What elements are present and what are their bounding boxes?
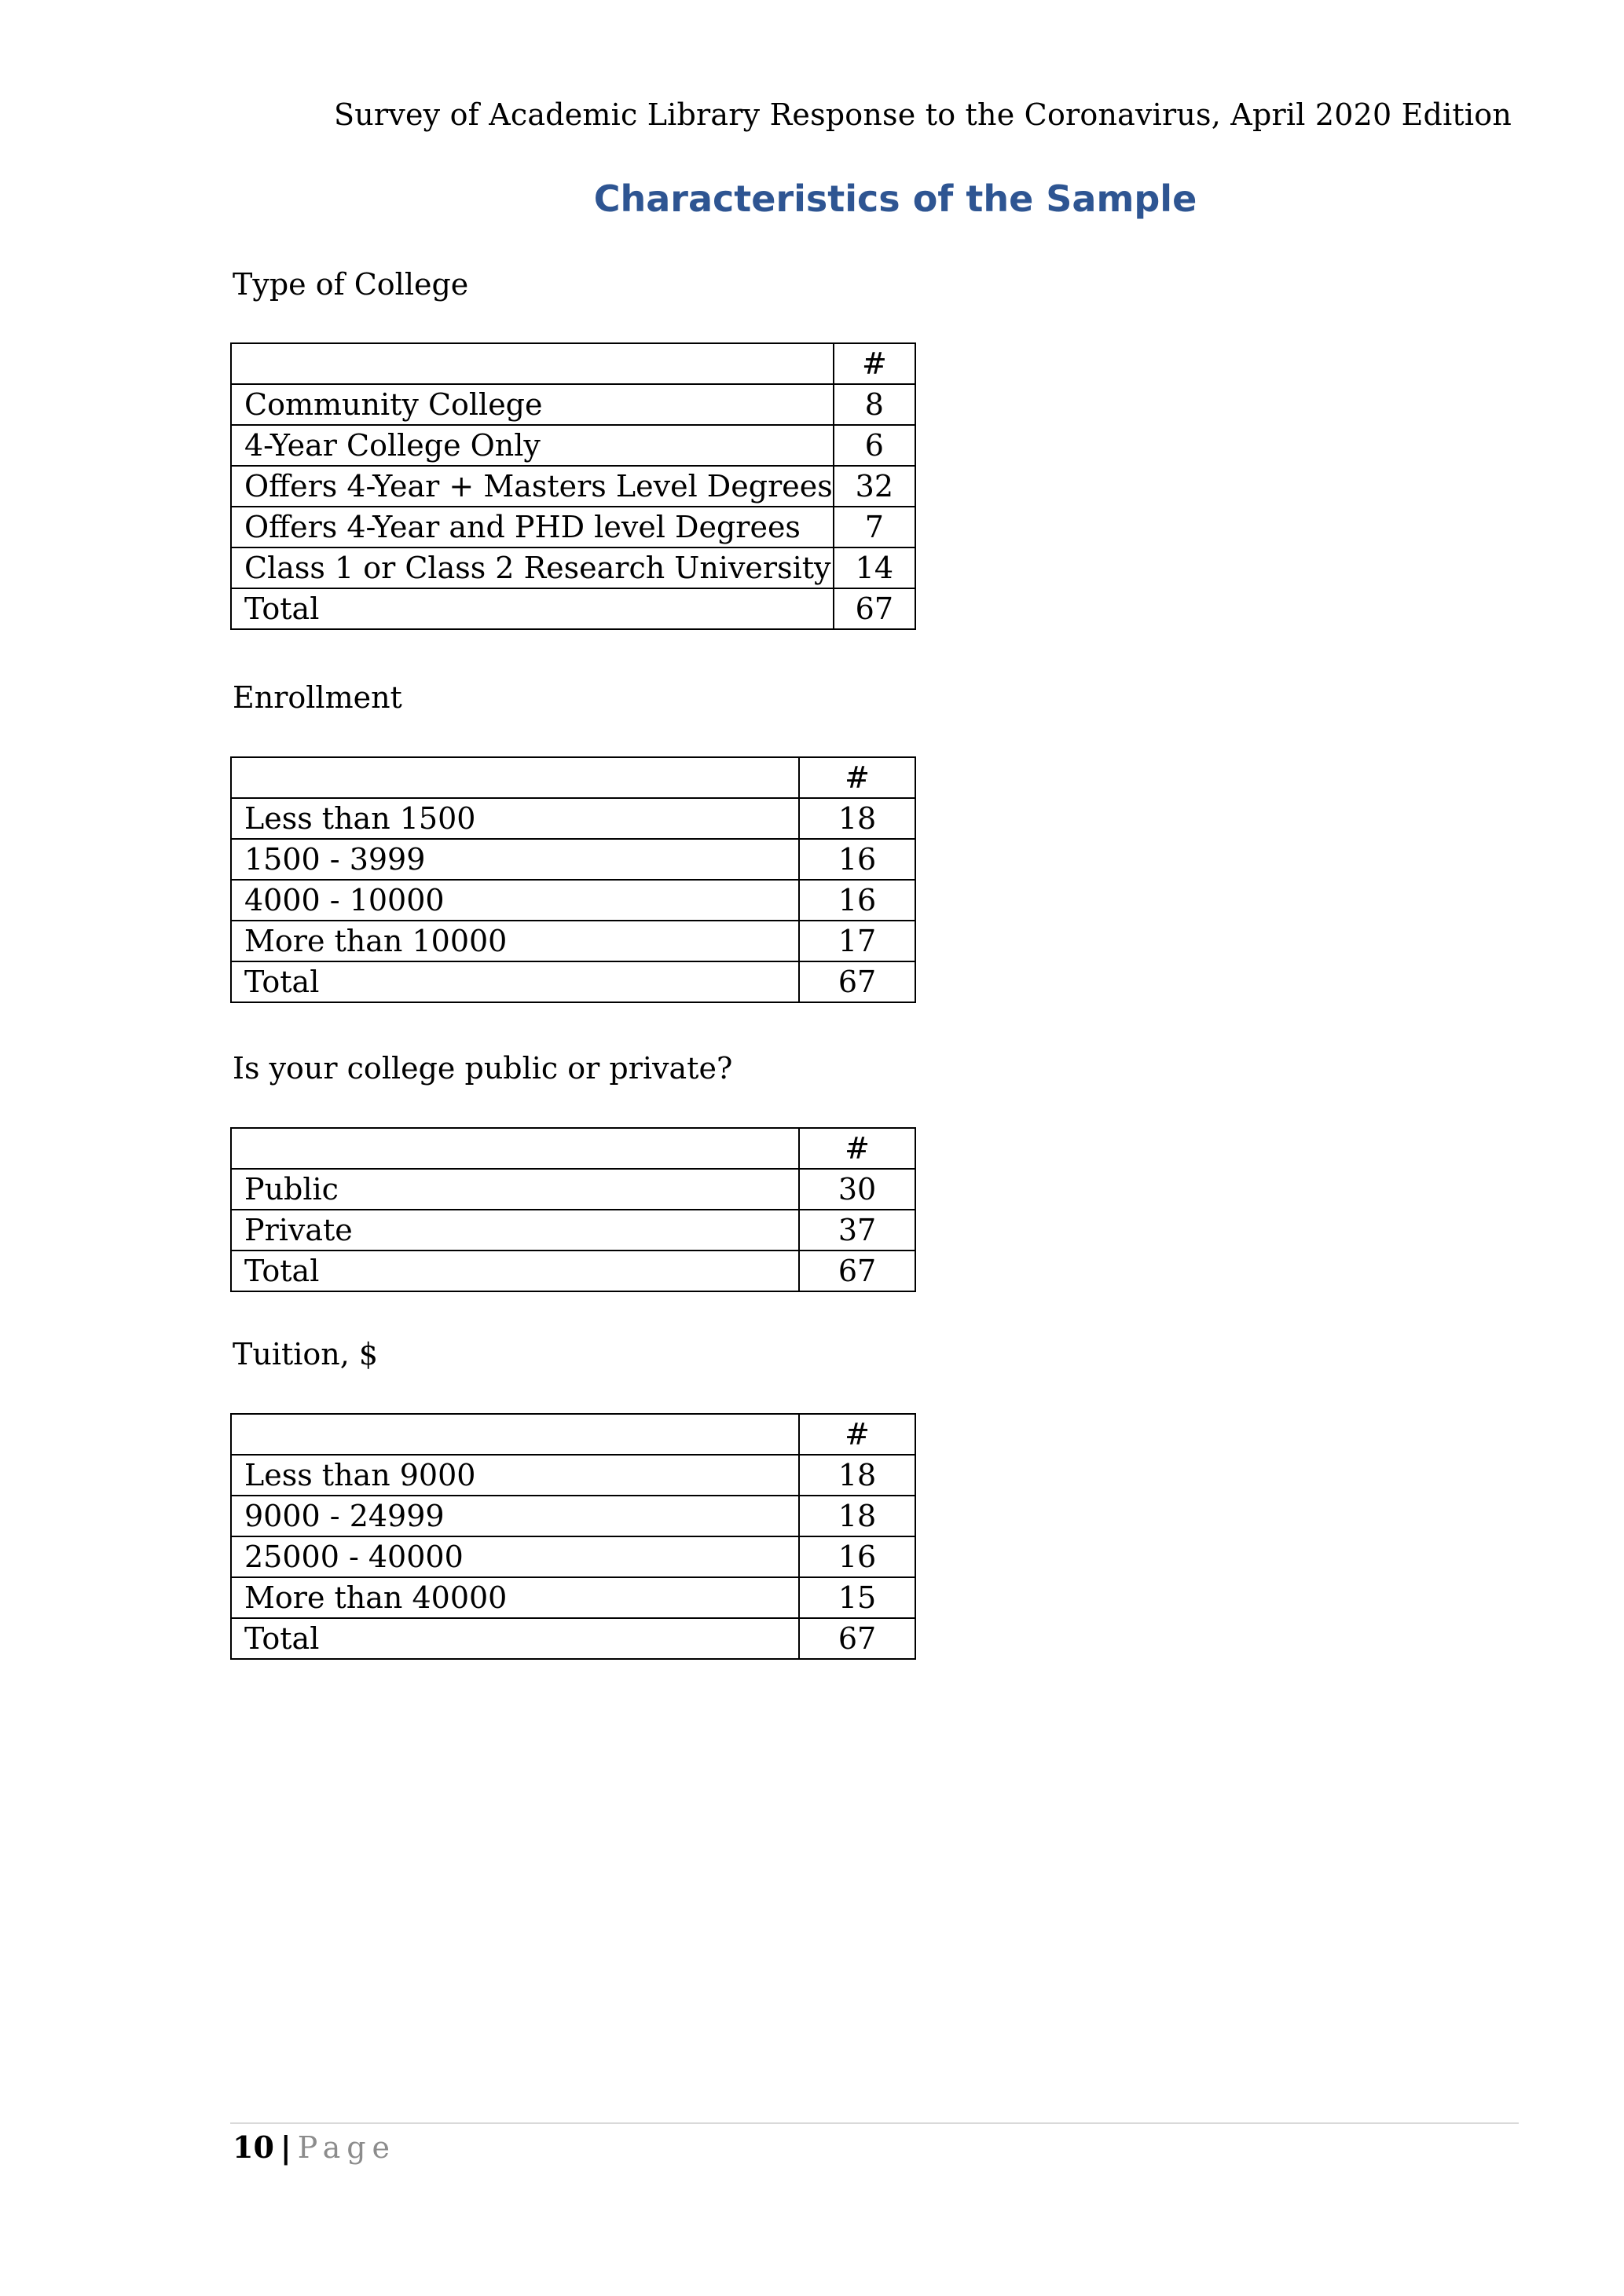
row-value: 18 xyxy=(799,1455,915,1496)
table-row xyxy=(231,1577,915,1618)
row-label: More than 40000 xyxy=(231,1577,799,1618)
table-row xyxy=(231,798,915,839)
table-total-row xyxy=(231,1251,915,1291)
row-value: 16 xyxy=(799,880,915,921)
row-label: Total xyxy=(231,961,799,1002)
row-label: Community College xyxy=(231,384,834,425)
public-private-table xyxy=(230,1127,916,1292)
row-label: Less than 9000 xyxy=(231,1455,799,1496)
enrollment-table xyxy=(230,756,916,1003)
type-of-college-table xyxy=(230,342,916,630)
row-value: 67 xyxy=(799,1618,915,1659)
row-value: 16 xyxy=(799,1536,915,1577)
row-value: 18 xyxy=(799,1496,915,1536)
header-label-cell xyxy=(231,343,834,384)
table-row xyxy=(231,425,915,466)
footer-separator: | xyxy=(280,2129,291,2165)
table-row xyxy=(231,1536,915,1577)
row-label: Less than 1500 xyxy=(231,798,799,839)
row-label: 25000 - 40000 xyxy=(231,1536,799,1577)
row-value: 67 xyxy=(799,961,915,1002)
table-row xyxy=(231,1496,915,1536)
row-label: Offers 4-Year + Masters Level Degrees xyxy=(231,466,834,507)
header-label-cell xyxy=(231,757,799,798)
row-value: 14 xyxy=(834,547,915,588)
row-label: 1500 - 3999 xyxy=(231,839,799,880)
row-value: 16 xyxy=(799,839,915,880)
row-label: Class 1 or Class 2 Research University xyxy=(231,547,834,588)
header-count-cell: # xyxy=(834,343,915,384)
section-heading-type-of-college: Type of College xyxy=(233,267,469,302)
table-row xyxy=(231,466,915,507)
row-label: Total xyxy=(231,588,834,629)
header-label-cell xyxy=(231,1128,799,1169)
row-label: 4-Year College Only xyxy=(231,425,834,466)
row-label: Public xyxy=(231,1169,799,1210)
row-value: 30 xyxy=(799,1169,915,1210)
header-count-cell: # xyxy=(799,757,915,798)
table-row xyxy=(231,921,915,961)
row-label: Private xyxy=(231,1210,799,1251)
header-count-cell: # xyxy=(799,1414,915,1455)
row-label: Total xyxy=(231,1251,799,1291)
table-total-row xyxy=(231,588,915,629)
table-header-row xyxy=(231,343,915,384)
table-row xyxy=(231,384,915,425)
row-value: 7 xyxy=(834,507,915,547)
page-footer xyxy=(233,2129,396,2165)
page-title-text: Characteristics of the Sample xyxy=(593,178,1197,220)
header-count-cell: # xyxy=(799,1128,915,1169)
table-row xyxy=(231,547,915,588)
table-row xyxy=(231,1210,915,1251)
row-label: Offers 4-Year and PHD level Degrees xyxy=(231,507,834,547)
table-header-row xyxy=(231,1414,915,1455)
running-header: Survey of Academic Library Response to the Coronavirus, April 2020 Edition xyxy=(334,97,1512,132)
table-row xyxy=(231,1169,915,1210)
footer-divider xyxy=(230,2122,1519,2124)
table-row xyxy=(231,839,915,880)
header-label-cell xyxy=(231,1414,799,1455)
table-row xyxy=(231,507,915,547)
section-heading-tuition: Tuition, $ xyxy=(233,1337,379,1371)
page-title xyxy=(0,178,1624,220)
section-heading-public-private: Is your college public or private? xyxy=(233,1051,733,1086)
row-label: 4000 - 10000 xyxy=(231,880,799,921)
row-label: Total xyxy=(231,1618,799,1659)
row-value: 37 xyxy=(799,1210,915,1251)
row-value: 8 xyxy=(834,384,915,425)
row-value: 6 xyxy=(834,425,915,466)
row-label: More than 10000 xyxy=(231,921,799,961)
row-value: 32 xyxy=(834,466,915,507)
table-total-row xyxy=(231,961,915,1002)
table-header-row xyxy=(231,757,915,798)
table-header-row xyxy=(231,1128,915,1169)
tuition-table xyxy=(230,1413,916,1660)
table-row xyxy=(231,880,915,921)
section-heading-enrollment: Enrollment xyxy=(233,680,402,715)
row-value: 17 xyxy=(799,921,915,961)
table-total-row xyxy=(231,1618,915,1659)
row-value: 18 xyxy=(799,798,915,839)
table-row xyxy=(231,1455,915,1496)
page-number: 10 xyxy=(233,2129,274,2165)
page-label: Page xyxy=(297,2130,397,2165)
row-value: 67 xyxy=(834,588,915,629)
row-value: 67 xyxy=(799,1251,915,1291)
row-value: 15 xyxy=(799,1577,915,1618)
row-label: 9000 - 24999 xyxy=(231,1496,799,1536)
